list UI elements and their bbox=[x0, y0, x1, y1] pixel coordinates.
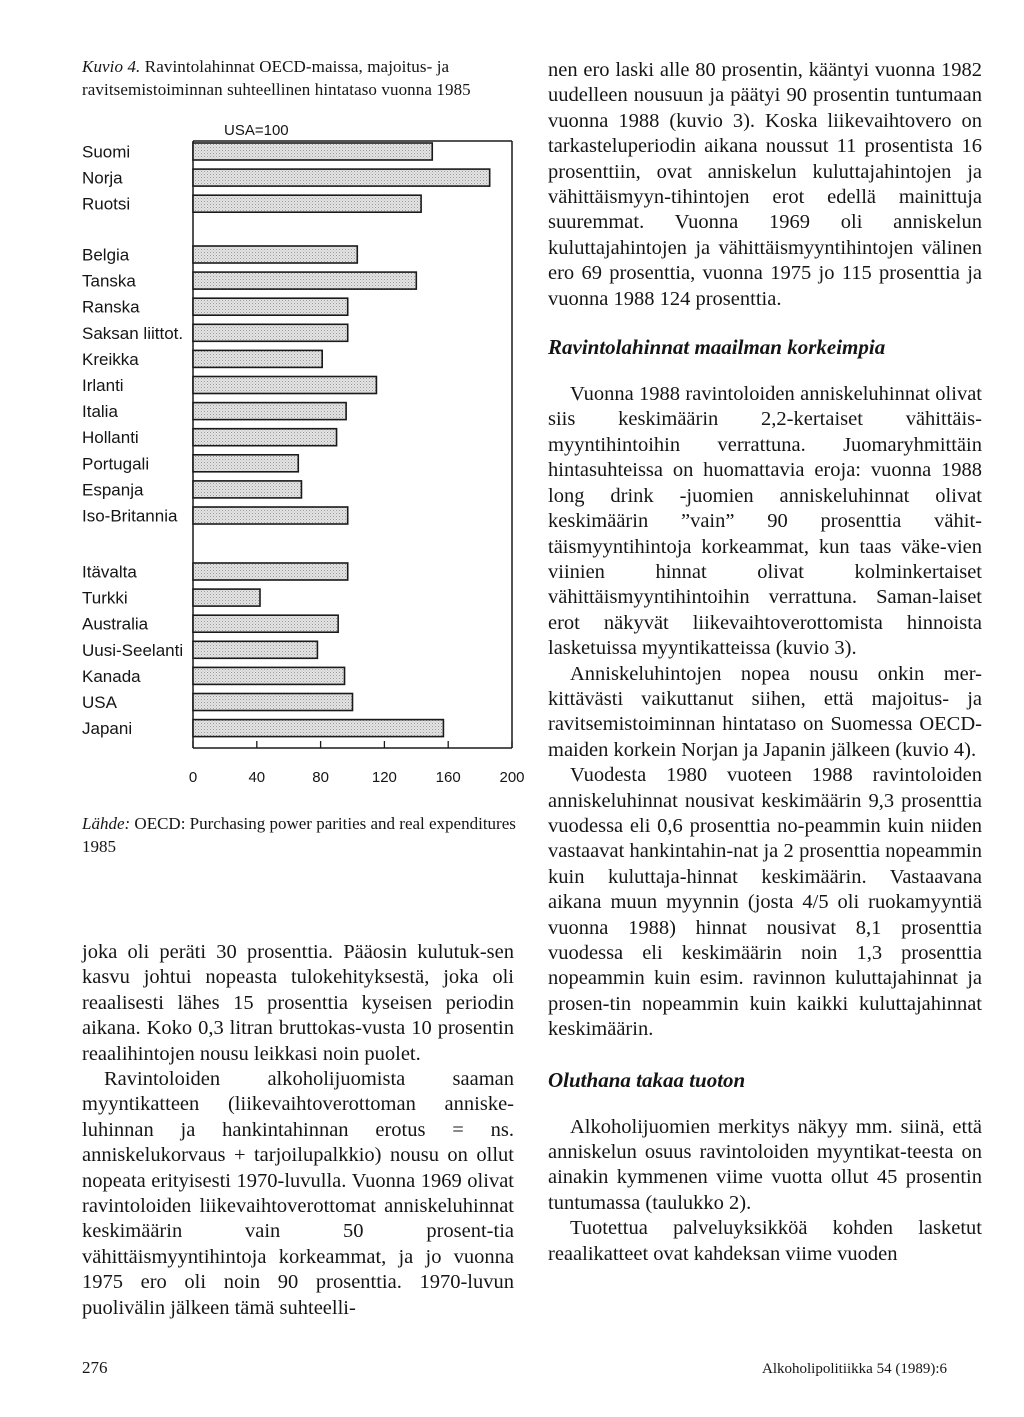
category-label: Italia bbox=[82, 402, 118, 422]
bar bbox=[193, 298, 348, 315]
category-label: Turkki bbox=[82, 588, 128, 608]
paragraph: Tuotettua palveluyksikköä kohden lasketut reaalikatteet ovat kahdeksan viime vuoden bbox=[548, 1217, 982, 1265]
category-label: Norja bbox=[82, 168, 123, 188]
bar bbox=[193, 350, 322, 367]
bar bbox=[193, 667, 345, 684]
x-tick-label: 80 bbox=[312, 769, 329, 786]
category-label: Tanska bbox=[82, 271, 136, 291]
x-tick-label: 160 bbox=[435, 769, 461, 786]
category-label: Irlanti bbox=[82, 376, 124, 395]
bar bbox=[193, 481, 301, 498]
category-label: Itävalta bbox=[82, 562, 137, 582]
category-label: Ranska bbox=[82, 297, 140, 317]
right-column bbox=[548, 58, 982, 1267]
category-label: Uusi-Seelanti bbox=[82, 640, 184, 660]
bar bbox=[193, 641, 317, 658]
category-label: Australia bbox=[82, 614, 149, 634]
bar bbox=[193, 377, 376, 394]
category-label: Belgia bbox=[82, 245, 130, 265]
category-label: Portugali bbox=[82, 454, 150, 474]
category-label: USA bbox=[82, 693, 117, 712]
x-tick-label: 200 bbox=[499, 769, 525, 786]
bar bbox=[193, 615, 338, 632]
bar bbox=[193, 589, 260, 606]
figure-source bbox=[82, 812, 527, 858]
category-label: Ruotsi bbox=[82, 194, 131, 214]
bar bbox=[193, 403, 346, 420]
bar bbox=[193, 563, 348, 580]
x-tick-label: 0 bbox=[188, 769, 198, 786]
chart-annotation: USA=100 bbox=[224, 122, 289, 139]
journal-footer: Alkoholipolitiikka 54 (1989):6 bbox=[762, 1361, 947, 1377]
source-text: OECD: Purchasing power parities and real expenditures 1985 bbox=[82, 814, 516, 856]
category-label: Suomi bbox=[82, 142, 131, 162]
paragraph: nen ero laski alle 80 prosentin, kääntyi vuonna 1982 uudelleen nousuun ja päätyi 90 prosentin tuntumaan vuonna 1988 (kuvio 3). Koska liikevaihtovero on tarkasteluperiodin aikana noussut 11 prosentista 16 prosenttiin, ovat anniskelun kuluttajahintojen ja vähittäismyyn-tihintojen erot edellä mainittuja suuremmat. Vuonna 1969 oli anniskelun kuluttajahintojen ja vähittäismyyntihintojen välinen ero 69 prosenttia, vuonna 1975 jo 115 prosenttia ja vuonna 1988 124 prosenttia. bbox=[548, 59, 982, 310]
bar bbox=[193, 694, 353, 711]
paragraph: Anniskeluhintojen nopea nousu onkin mer-kittävästi vaikuttanut siihen, että majoitus- ja ravitsemistoiminnan hintataso on Suomessa OECD-maiden korkein Norjan ja Japanin jälkeen (kuvio 4). bbox=[548, 662, 982, 761]
category-label: Iso-Britannia bbox=[82, 506, 178, 526]
paragraph: Ravintoloiden alkoholijuomista saaman myyntikatteen (liikevaihtoverottoman anniske-luhinnan ja hankintahinnan erotus = ns. anniskelukorvaus + tarjoilupalkkio) nousu on ollut nopeata erityisesti 1970-luvulla. Vuonna 1969 olivat ravintoloiden liikevaihtoverottomat anniskeluhinnat keskimäärin vain 50 prosent-tia vähittäismyyntihintoja korkeammat, ja jo vuonna 1975 ero oli noin 90 prosenttia. 1970-luvun puolivälin jälkeen tämä suhteelli- bbox=[82, 1068, 514, 1319]
paragraph: Vuodesta 1980 vuoteen 1988 ravintoloiden anniskeluhinnat nousivat keskimäärin 9,3 prosenttia vuodessa eli 0,6 prosenttia no-peammin kuin niiden vastaavat hankintahin-nat ja 2 prosenttia nopeammin kuin kuluttaja-hinnat keskimäärin. Vastaavana aikana muun myynnin (josta 4/5 oli ruokamyyntiä vuonna 1988) hinnat nousivat 8,1 prosenttia vuodessa eli keskimäärin noin 1,3 prosenttia nopeammin kuin esim. ravinnon kuluttajahinnat ja prosen-tin nopeammin kuin kaikki kuluttajahinnat keskimäärin. bbox=[548, 764, 982, 1041]
page-number: 276 bbox=[82, 1358, 108, 1377]
bar bbox=[193, 246, 357, 263]
x-tick-label: 40 bbox=[248, 769, 266, 786]
source-label: Lähde: bbox=[82, 814, 131, 833]
category-label: Espanja bbox=[82, 480, 144, 500]
paragraph: joka oli peräti 30 prosenttia. Pääosin kulutuk-sen kasvu johtui nopeasta tulokehityksestä, joka oli reaalisesti lähes 15 prosenttia kyseisen periodin aikana. Koko 0,3 litran bruttokas-vusta 10 prosentin reaalihintojen nousu leikkasi noin puolet. bbox=[82, 941, 514, 1065]
section-heading: Oluthana takaa tuoton bbox=[548, 1067, 746, 1092]
paragraph: Vuonna 1988 ravintoloiden anniskeluhinnat olivat siis keskimäärin 2,2-kertaiset vähittäis-myyntihintoihin verrattuna. Juomaryhmittäin hintasuhteissa on huomattavia eroja: vuonna 1988 long drink -juomien anniskeluhinnat olivat keskimäärin ”vain” 90 prosenttia vähit-täismyyntihintoja korkeammat, kun taas väke-vien viinien hinnat olivat kolminkertaiset vähittäismyyntihintoihin verrattuna. Saman-laiset erot näkyvät liikevaihtoverottomista hinnoista lasketuissa myyntikatteissa (kuvio 3). bbox=[548, 383, 982, 660]
figure-label: Kuvio 4. bbox=[82, 57, 141, 76]
category-label: Japani bbox=[82, 719, 133, 739]
bar bbox=[193, 455, 298, 472]
section-heading: Ravintolahinnat maailman korkeimpia bbox=[548, 335, 886, 360]
bar bbox=[193, 195, 421, 212]
paragraph: Alkoholijuomien merkitys näkyy mm. siinä, että anniskelun osuus ravintoloiden myyntikat-teesta on ainakin kymmenen viime vuotta ollut 45 prosentin tuntumassa (taulukko 2). bbox=[548, 1115, 982, 1214]
category-label: Kreikka bbox=[82, 349, 139, 369]
bar bbox=[193, 720, 443, 737]
category-label: Kanada bbox=[82, 666, 141, 686]
bar bbox=[193, 324, 348, 341]
category-label: Hollanti bbox=[82, 428, 139, 448]
bar bbox=[193, 143, 432, 160]
bar bbox=[193, 507, 348, 524]
figure-title: Ravintolahinnat OECD-maissa, majoitus- ja ravitsemistoiminnan suhteellinen hintataso vuonna 1985 bbox=[82, 57, 471, 99]
category-label: Saksan liittot. bbox=[82, 323, 184, 343]
bar bbox=[193, 272, 416, 289]
bar bbox=[193, 169, 490, 186]
bar bbox=[193, 429, 337, 446]
left-column bbox=[82, 940, 514, 1321]
x-tick-label: 120 bbox=[371, 769, 397, 786]
